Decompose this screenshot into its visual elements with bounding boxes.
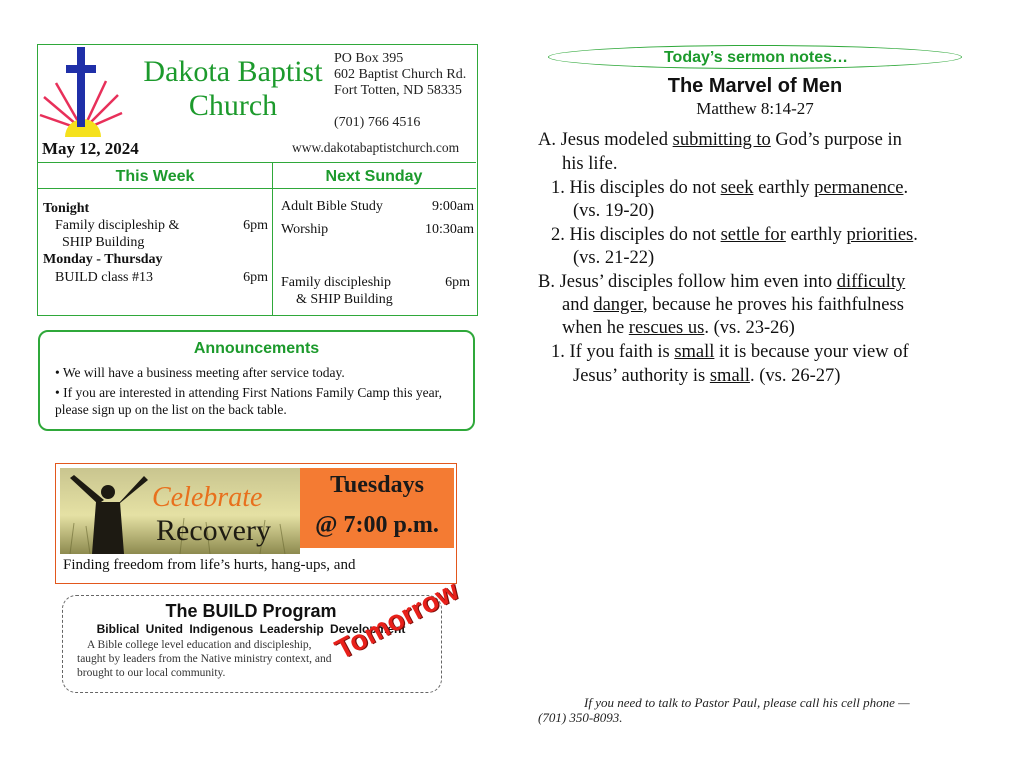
church-name <box>128 55 338 123</box>
schedule-item-name: Adult Bible Study <box>281 199 383 214</box>
sermon-point-a1-ref: (vs. 19-20) <box>573 201 655 221</box>
announcement-item <box>55 364 475 381</box>
announcement-text: We will have a business meeting after service today. <box>62 365 345 380</box>
column-divider <box>272 162 273 315</box>
weekday-time: 6pm <box>243 270 268 285</box>
tonight-time: 6pm <box>243 218 268 233</box>
cr-logo-text: Recovery <box>156 514 271 547</box>
cr-day: Tuesdays <box>330 472 424 498</box>
sermon-point-a1: 1. His disciples do not seek earthly permanence. <box>551 178 909 198</box>
divider <box>38 162 476 163</box>
celebrate-recovery-ad <box>55 463 457 584</box>
sermon-point-a2-ref: (vs. 21-22) <box>573 248 655 268</box>
weekday-label: Monday - Thursday <box>43 252 163 267</box>
sermon-point-b-cont: when he rescues us. (vs. 23-26) <box>562 318 795 338</box>
announcements-box <box>38 330 475 431</box>
church-phone: (701) 766 4516 <box>334 115 421 130</box>
sermon-point-a: A. Jesus modeled submitting to God’s purpose in <box>538 130 902 150</box>
celebrate-recovery-image <box>60 468 300 554</box>
bullet-icon: • <box>55 365 60 380</box>
cr-logo-text: Celebrate <box>152 482 263 513</box>
church-name-line1: Dakota Baptist <box>143 55 323 88</box>
build-desc-line: taught by leaders from the Native ministry context, and <box>77 653 332 665</box>
tonight-event: Family discipleship & <box>55 218 180 233</box>
build-program-box <box>62 574 464 693</box>
cr-schedule-panel <box>300 468 454 548</box>
sermon-point-b1: 1. If you faith is small it is because your view of <box>551 342 909 362</box>
cr-time: @ 7:00 p.m. <box>315 512 439 538</box>
sermon-reference: Matthew 8:14-27 <box>696 99 814 118</box>
address-line: PO Box 395 <box>334 51 404 66</box>
next-sunday-heading: Next Sunday <box>325 168 423 185</box>
build-desc-line: A Bible college level education and discipleship, <box>87 639 312 651</box>
this-week-heading: This Week <box>115 168 195 185</box>
address-line: 602 Baptist Church Rd. <box>334 67 467 82</box>
cross-sunrise-logo <box>38 45 128 140</box>
church-address <box>334 51 466 99</box>
pastor-note-line: If you need to talk to Pastor Paul, please call his cell phone — <box>584 695 910 710</box>
announcements-heading: Announcements <box>193 340 320 357</box>
evening-event-cont: & SHIP Building <box>296 292 393 307</box>
address-line: Fort Totten, ND 58335 <box>334 83 462 98</box>
build-description <box>77 638 377 680</box>
tomorrow-badge: Tomorrow <box>329 574 464 666</box>
schedule-item-time: 9:00am <box>432 199 474 214</box>
sermon-point-a-cont: his life. <box>562 154 618 174</box>
church-name-line2: Church <box>188 89 278 122</box>
build-title: The BUILD Program <box>165 601 337 621</box>
build-subtitle: Biblical United Indigenous Leadership Development <box>96 622 406 636</box>
announcement-item <box>55 384 475 418</box>
pastor-phone: (701) 350-8093. <box>538 710 623 725</box>
sermon-point-a2: 2. His disciples do not settle for earthly priorities. <box>551 225 918 245</box>
church-info-box <box>37 44 478 316</box>
schedule-item-name: Worship <box>281 222 329 237</box>
sermon-point-b-cont: and danger, because he proves his faithfulness <box>562 295 904 315</box>
tonight-label: Tonight <box>43 201 90 216</box>
divider <box>38 188 476 189</box>
tonight-event-cont: SHIP Building <box>62 235 145 250</box>
sermon-point-b: B. Jesus’ disciples follow him even into difficulty <box>538 272 906 292</box>
weekday-event: BUILD class #13 <box>55 270 153 285</box>
sermon-point-b1-cont: Jesus’ authority is small. (vs. 26-27) <box>573 366 841 386</box>
schedule-item-time: 10:30am <box>425 222 474 237</box>
sermon-title: The Marvel of Men <box>667 75 843 97</box>
cr-caption: Finding freedom from life’s hurts, hang-ups, and <box>63 557 356 573</box>
bullet-icon: • <box>55 385 60 400</box>
announcement-text: If you are interested in attending First Nations Family Camp this year, please sign up on the list on the back table. <box>55 385 442 417</box>
build-desc-line: brought to our local community. <box>77 667 226 679</box>
evening-time: 6pm <box>445 275 470 290</box>
bulletin-date: May 12, 2024 <box>42 139 139 158</box>
pastor-contact-note <box>538 695 968 725</box>
church-website[interactable]: www.dakotabaptistchurch.com <box>292 140 460 155</box>
sermon-notes-banner <box>548 45 962 69</box>
evening-event: Family discipleship <box>281 275 392 290</box>
sermon-notes-heading: Today’s sermon notes… <box>663 49 849 66</box>
